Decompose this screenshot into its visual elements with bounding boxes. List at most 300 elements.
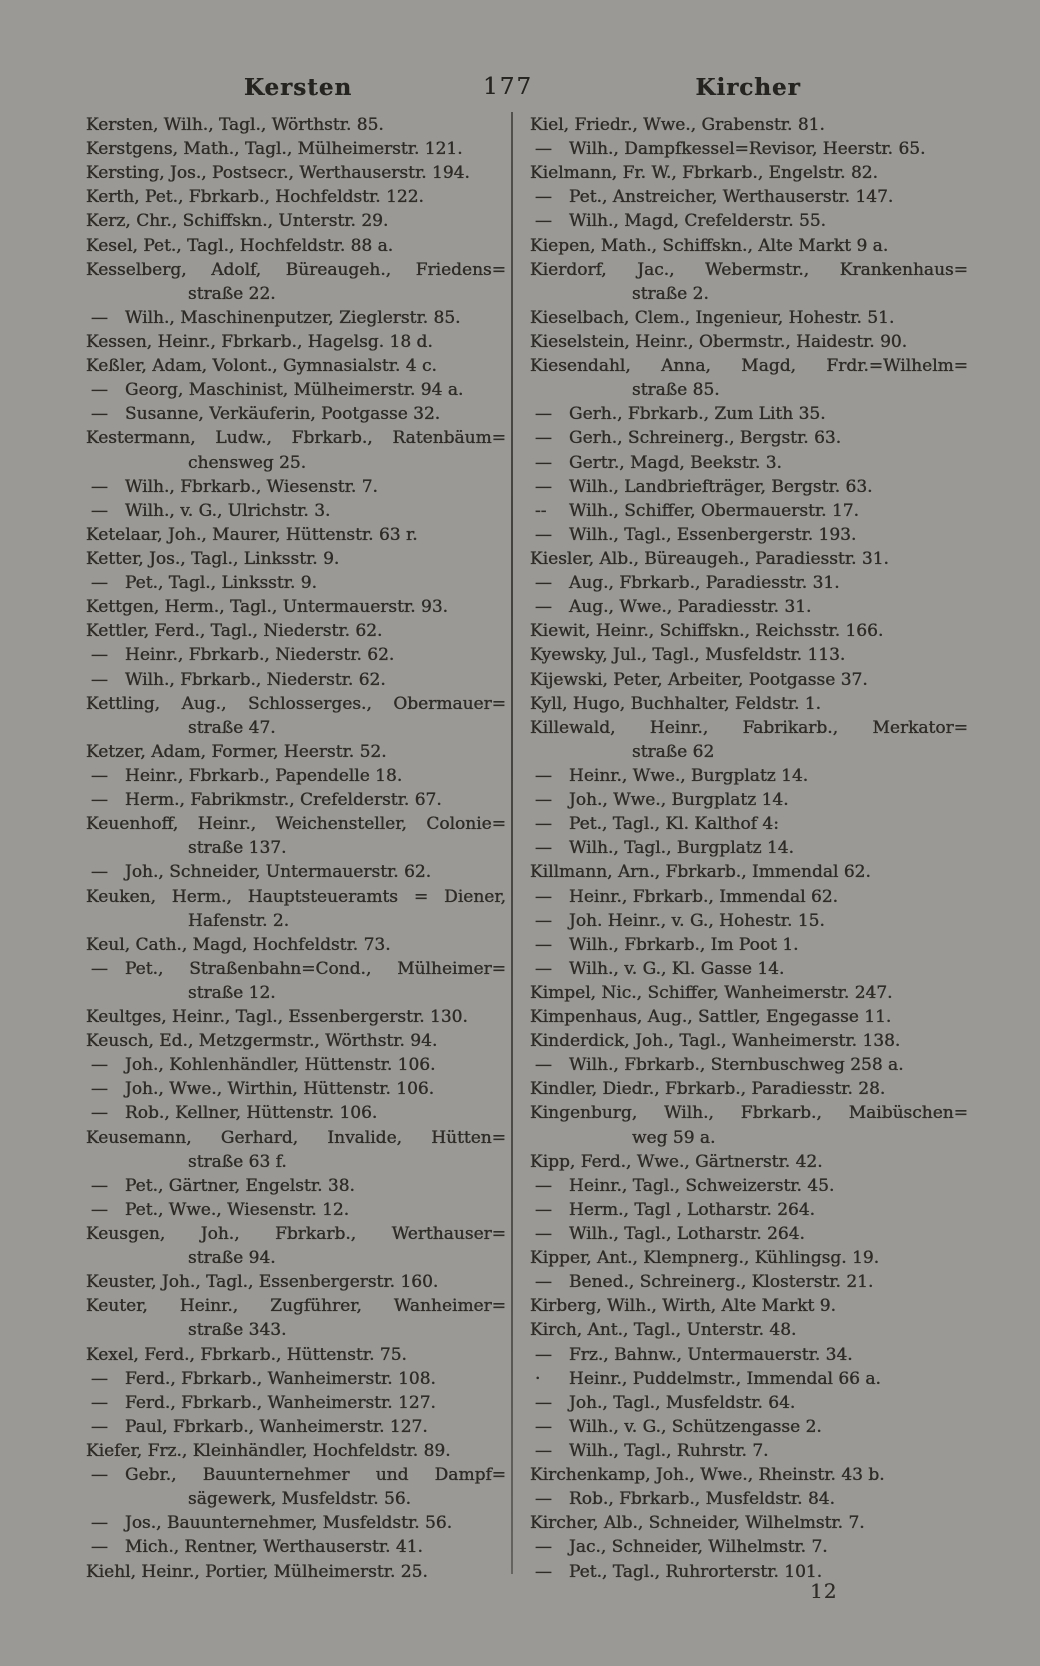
directory-line: [86, 1318, 506, 1342]
entry-text: Susanne, Verkäuferin, Pootgasse 32.: [125, 404, 441, 425]
entry-text: straße 12.: [188, 982, 276, 1003]
entry-text: Kexel, Ferd., Fbrkarb., Hüttenstr. 75.: [86, 1344, 407, 1365]
directory-line: [86, 668, 506, 692]
entry-text: Pet., Straßenbahn=Cond., Mülheimer=: [125, 958, 506, 979]
entry-text: Kipper, Ant., Klempnerg., Kühlingsg. 19.: [530, 1248, 880, 1269]
repeat-dash-mark: —: [535, 886, 552, 907]
entry-text: Wilh., Fbrkarb., Wiesenstr. 7.: [125, 476, 378, 497]
entry-text: Pet., Anstreicher, Werthauserstr. 147.: [569, 187, 894, 208]
directory-line: [530, 668, 968, 692]
repeat-dash-mark: —: [535, 139, 552, 160]
entry-text: Wilh., Tagl., Essenbergerstr. 193.: [569, 524, 857, 545]
directory-line: [530, 812, 968, 836]
entry-text: Kieselstein, Heinr., Obermstr., Haidestr. 90.: [530, 331, 908, 352]
repeat-dash-mark: —: [91, 1537, 108, 1558]
entry-text: Kesselberg, Adolf, Büreaugeh., Friedens=: [86, 259, 506, 280]
entry-text: sägewerk, Musfeldstr. 56.: [188, 1489, 412, 1510]
entry-text: Keultges, Heinr., Tagl., Essenbergerstr. 130.: [86, 1007, 468, 1028]
repeat-dash-mark: —: [535, 1489, 552, 1510]
entry-text: Joh., Wwe., Wirthin, Hüttenstr. 106.: [125, 1079, 435, 1100]
directory-line: [530, 619, 968, 643]
directory-line: [86, 643, 506, 667]
directory-line: [86, 1270, 506, 1294]
entry-text: Kingenburg, Wilh., Fbrkarb., Maibüschen=: [530, 1103, 968, 1124]
repeat-dash-mark: —: [91, 1055, 108, 1076]
directory-line: [530, 571, 968, 595]
repeat-dash-mark: —: [535, 910, 552, 931]
entry-text: straße 47.: [188, 717, 276, 738]
directory-line: [530, 1294, 968, 1318]
entry-text: Kessen, Heinr., Fbrkarb., Hagelsg. 18 d.: [86, 331, 433, 352]
entry-text: straße 22.: [188, 283, 276, 304]
directory-line: [86, 402, 506, 426]
repeat-dash-mark: —: [91, 476, 108, 497]
entry-text: Killmann, Arn., Fbrkarb., Immendal 62.: [530, 862, 871, 883]
entry-text: Kimpenhaus, Aug., Sattler, Engegasse 11.: [530, 1007, 892, 1028]
entry-text: Kerstgens, Math., Tagl., Mülheimerstr. 121.: [86, 139, 463, 160]
directory-line: [86, 475, 506, 499]
entry-text: Pet., Gärtner, Engelstr. 38.: [125, 1175, 355, 1196]
repeat-dash-mark: —: [91, 790, 108, 811]
repeat-dash-mark: —: [535, 814, 552, 835]
directory-line: [530, 716, 968, 740]
entry-text: Wilh., Fbrkarb., Im Poot 1.: [569, 934, 799, 955]
header-left-keyword: Kersten: [243, 74, 353, 101]
directory-line: [86, 306, 506, 330]
entry-text: Kiefer, Frz., Kleinhändler, Hochfeldstr. 89.: [86, 1441, 451, 1462]
repeat-dash-mark: —: [91, 669, 108, 690]
directory-line: [530, 1367, 968, 1391]
directory-line: [86, 885, 506, 909]
repeat-dash-mark: —: [91, 1416, 108, 1437]
directory-line: [86, 1053, 506, 1077]
directory-line: [530, 1029, 968, 1053]
repeat-dash-mark: —: [535, 838, 552, 859]
repeat-dash-mark: —: [535, 476, 552, 497]
directory-line: [86, 595, 506, 619]
entry-text: Kyll, Hugo, Buchhalter, Feldstr. 1.: [530, 693, 822, 714]
entry-text: Ketter, Jos., Tagl., Linksstr. 9.: [86, 548, 340, 569]
directory-line: [530, 836, 968, 860]
directory-line: [530, 860, 968, 884]
directory-line: [86, 547, 506, 571]
entry-text: weg 59 a.: [632, 1127, 716, 1148]
repeat-dash-mark: —: [91, 1465, 108, 1486]
directory-line: [86, 1005, 506, 1029]
entry-text: Frz., Bahnw., Untermauerstr. 34.: [569, 1344, 853, 1365]
entry-text: Rob., Fbrkarb., Musfeldstr. 84.: [569, 1489, 835, 1510]
directory-line: [530, 1198, 968, 1222]
entry-text: Rob., Kellner, Hüttenstr. 106.: [125, 1103, 378, 1124]
entry-text: Keusgen, Joh., Fbrkarb., Werthauser=: [86, 1224, 506, 1245]
page-header: [0, 74, 1040, 104]
entry-text: Gebr., Bauunternehmer und Dampf=: [125, 1465, 506, 1486]
entry-text: Wilh., Fbrkarb., Niederstr. 62.: [125, 669, 386, 690]
entry-text: Heinr., Fbrkarb., Immendal 62.: [569, 886, 839, 907]
directory-line: [86, 1560, 506, 1584]
repeat-dash-mark: —: [535, 1561, 552, 1582]
entry-text: Pet., Wwe., Wiesenstr. 12.: [125, 1199, 350, 1220]
directory-line: [86, 1511, 506, 1535]
entry-text: Wilh., v. G., Ulrichstr. 3.: [125, 500, 331, 521]
directory-line: [530, 1246, 968, 1270]
entry-text: Wilh., Dampfkessel=Revisor, Heerstr. 65.: [569, 139, 926, 160]
entry-text: Gerh., Fbrkarb., Zum Lith 35.: [569, 404, 826, 425]
directory-line: [530, 185, 968, 209]
entry-text: Kieselbach, Clem., Ingenieur, Hohestr. 51.: [530, 307, 895, 328]
directory-line: [86, 1439, 506, 1463]
entry-text: Kijewski, Peter, Arbeiter, Pootgasse 37.: [530, 669, 868, 690]
entry-text: Aug., Wwe., Paradiesstr. 31.: [569, 597, 812, 618]
directory-line: [530, 1487, 968, 1511]
entry-text: Joh., Wwe., Burgplatz 14.: [569, 790, 789, 811]
directory-line: [530, 1560, 968, 1584]
directory-line: [530, 1535, 968, 1559]
entry-text: Kinderdick, Joh., Tagl., Wanheimerstr. 138.: [530, 1031, 901, 1052]
directory-line: [86, 1126, 506, 1150]
directory-line: [86, 258, 506, 282]
directory-line: [530, 1415, 968, 1439]
entry-text: Wilh., Schiffer, Obermauerstr. 17.: [569, 500, 860, 521]
directory-line: [86, 571, 506, 595]
entry-text: Kettler, Ferd., Tagl., Niederstr. 62.: [86, 621, 383, 642]
directory-line: [86, 619, 506, 643]
repeat-dash-mark: —: [91, 500, 108, 521]
directory-line: [530, 1318, 968, 1342]
entry-text: straße 85.: [632, 380, 720, 401]
entry-text: chensweg 25.: [188, 452, 307, 473]
directory-line: [530, 1270, 968, 1294]
directory-line: [530, 137, 968, 161]
directory-line: [530, 1053, 968, 1077]
entry-text: Kersten, Wilh., Tagl., Wörthstr. 85.: [86, 115, 384, 135]
repeat-dash-mark: —: [535, 211, 552, 232]
directory-line: [530, 1101, 968, 1125]
repeat-dash-mark: —: [91, 1103, 108, 1124]
entry-text: Joh. Heinr., v. G., Hohestr. 15.: [569, 910, 825, 931]
entry-text: Wilh., Tagl., Ruhrstr. 7.: [569, 1441, 769, 1462]
column-divider-rule: [511, 112, 513, 1574]
directory-line: [86, 282, 506, 306]
directory-line: [86, 1029, 506, 1053]
directory-line: [86, 1487, 506, 1511]
directory-line: [530, 113, 968, 137]
entry-text: Keusemann, Gerhard, Invalide, Hütten=: [86, 1127, 506, 1148]
entry-text: Herm., Fabrikmstr., Crefelderstr. 67.: [125, 790, 442, 811]
directory-line: [530, 354, 968, 378]
directory-line: [530, 378, 968, 402]
directory-line: [86, 1174, 506, 1198]
directory-line: [530, 740, 968, 764]
repeat-dash-mark: —: [91, 573, 108, 594]
entry-text: Keuster, Joh., Tagl., Essenbergerstr. 160.: [86, 1272, 439, 1293]
directory-line: [530, 1463, 968, 1487]
directory-line: [86, 1463, 506, 1487]
directory-line: [530, 402, 968, 426]
entry-text: Bened., Schreinerg., Klosterstr. 21.: [569, 1272, 874, 1293]
repeat-dash-mark: —: [91, 765, 108, 786]
directory-line: [530, 909, 968, 933]
entry-text: Pet., Tagl., Linksstr. 9.: [125, 573, 318, 594]
directory-line: [86, 330, 506, 354]
repeat-dash-mark: —: [91, 862, 108, 883]
directory-line: [530, 957, 968, 981]
directory-line: [530, 451, 968, 475]
directory-line: [86, 1198, 506, 1222]
directory-line: [86, 1294, 506, 1318]
directory-line: [86, 860, 506, 884]
directory-line: [86, 788, 506, 812]
entry-text: Kiepen, Math., Schiffskn., Alte Markt 9 a.: [530, 235, 889, 256]
entry-text: Jac., Schneider, Wilhelmstr. 7.: [569, 1537, 828, 1558]
repeat-dash-mark: —: [535, 1441, 552, 1462]
directory-line: [530, 499, 968, 523]
repeat-dash-mark: —: [535, 790, 552, 811]
entry-text: Kirberg, Wilh., Wirth, Alte Markt 9.: [530, 1296, 836, 1317]
header-right-keyword: Kircher: [695, 74, 801, 101]
directory-line: [530, 764, 968, 788]
entry-text: Kestermann, Ludw., Fbrkarb., Ratenbäum=: [86, 428, 506, 449]
repeat-dash-mark: —: [91, 1079, 108, 1100]
directory-line: [530, 1077, 968, 1101]
entry-text: Kiehl, Heinr., Portier, Mülheimerstr. 25.: [86, 1561, 428, 1582]
entry-text: straße 63 f.: [188, 1151, 287, 1172]
directory-line: [530, 234, 968, 258]
directory-line: [86, 716, 506, 740]
entry-text: Joh., Kohlenhändler, Hüttenstr. 106.: [125, 1055, 436, 1076]
entry-text: Kersting, Jos., Postsecr., Werthauserstr. 194.: [86, 163, 470, 184]
entry-text: Pet., Tagl., Ruhrorterstr. 101.: [569, 1561, 823, 1582]
directory-line: [530, 547, 968, 571]
entry-text: Kircher, Alb., Schneider, Wilhelmstr. 7.: [530, 1513, 865, 1534]
entry-text: Ketelaar, Joh., Maurer, Hüttenstr. 63 r.: [86, 524, 418, 545]
entry-text: Heinr., Puddelmstr., Immendal 66 a.: [569, 1368, 881, 1389]
entry-text: Ketzer, Adam, Former, Heerstr. 52.: [86, 741, 387, 762]
entry-text: Heinr., Wwe., Burgplatz 14.: [569, 765, 809, 786]
repeat-dash-mark: —: [91, 1199, 108, 1220]
entry-text: Kipp, Ferd., Wwe., Gärtnerstr. 42.: [530, 1151, 823, 1172]
repeat-dash-mark: —: [535, 1175, 552, 1196]
entry-text: Keuter, Heinr., Zugführer, Wanheimer=: [86, 1296, 506, 1317]
entry-text: Kindler, Diedr., Fbrkarb., Paradiesstr. 28.: [530, 1079, 886, 1100]
entry-text: straße 62: [632, 741, 715, 762]
directory-line: [86, 692, 506, 716]
directory-line: [86, 234, 506, 258]
signature-mark: 12: [810, 1579, 838, 1603]
entry-text: Mich., Rentner, Werthauserstr. 41.: [125, 1537, 423, 1558]
repeat-dash-mark: —: [535, 1199, 552, 1220]
directory-line: [530, 1126, 968, 1150]
repeat-dash-mark: —: [535, 1392, 552, 1413]
directory-line: [86, 1222, 506, 1246]
entry-text: Ferd., Fbrkarb., Wanheimerstr. 108.: [125, 1368, 436, 1389]
directory-line: [530, 1511, 968, 1535]
entry-text: Wilh., Magd, Crefelderstr. 55.: [569, 211, 827, 232]
repeat-dash-mark: —: [535, 1055, 552, 1076]
directory-line: [86, 1150, 506, 1174]
directory-line: [86, 1077, 506, 1101]
repeat-dash-mark: —: [535, 958, 552, 979]
entry-text: Kierdorf, Jac., Webermstr., Krankenhaus=: [530, 259, 968, 280]
entry-text: Gertr., Magd, Beekstr. 3.: [569, 452, 782, 473]
entry-text: Keßler, Adam, Volont., Gymnasialstr. 4 c.: [86, 356, 437, 377]
entry-text: Kielmann, Fr. W., Fbrkarb., Engelstr. 82.: [530, 163, 879, 184]
repeat-dash-mark: —: [535, 597, 552, 618]
entry-text: Hafenstr. 2.: [188, 910, 290, 931]
directory-line: [86, 740, 506, 764]
repeat-dash-mark: —: [535, 452, 552, 473]
repeat-dash-mark: —: [91, 1392, 108, 1413]
repeat-dash-mark: —: [91, 958, 108, 979]
directory-line: [530, 643, 968, 667]
entry-text: Kettling, Aug., Schlosserges., Obermauer=: [86, 693, 506, 714]
repeat-dash-mark: —: [535, 934, 552, 955]
repeat-dash-mark: —: [535, 1344, 552, 1365]
directory-line: [86, 378, 506, 402]
directory-line: [530, 209, 968, 233]
repeat-dash-mark: —: [535, 428, 552, 449]
repeat-dash-mark: ·: [535, 1368, 541, 1389]
directory-line: [530, 1391, 968, 1415]
entry-text: Aug., Fbrkarb., Paradiesstr. 31.: [569, 573, 840, 594]
repeat-dash-mark: —: [91, 1513, 108, 1534]
entry-text: Herm., Tagl , Lotharstr. 264.: [569, 1199, 816, 1220]
directory-line: [86, 209, 506, 233]
entry-text: Keuken, Herm., Hauptsteueramts = Diener,: [86, 886, 506, 907]
directory-line: [86, 1415, 506, 1439]
directory-line: [86, 957, 506, 981]
repeat-dash-mark: —: [91, 404, 108, 425]
directory-line: [86, 499, 506, 523]
repeat-dash-mark: —: [91, 645, 108, 666]
repeat-dash-mark: —: [91, 380, 108, 401]
directory-line: [530, 788, 968, 812]
directory-column-right: [530, 113, 968, 1584]
directory-line: [86, 909, 506, 933]
entry-text: Wilh., Fbrkarb., Sternbuschweg 258 a.: [569, 1055, 904, 1076]
entry-text: Wilh., v. G., Schützengasse 2.: [569, 1416, 822, 1437]
repeat-dash-mark: —: [535, 1272, 552, 1293]
directory-line: [530, 981, 968, 1005]
repeat-dash-mark: —: [535, 765, 552, 786]
directory-line: [530, 595, 968, 619]
entry-text: Keul, Cath., Magd, Hochfeldstr. 73.: [86, 934, 391, 955]
repeat-dash-mark: —: [91, 307, 108, 328]
directory-line: [530, 282, 968, 306]
directory-line: [86, 836, 506, 860]
repeat-dash-mark: —: [535, 1224, 552, 1245]
directory-line: [86, 113, 506, 137]
entry-text: Keuenhoff, Heinr., Weichensteller, Colonie=: [86, 814, 506, 835]
repeat-dash-mark: —: [535, 404, 552, 425]
entry-text: Gerh., Schreinerg., Bergstr. 63.: [569, 428, 842, 449]
directory-line: [530, 885, 968, 909]
directory-line: [530, 330, 968, 354]
page-number: 177: [483, 74, 533, 100]
repeat-dash-mark: —: [91, 1175, 108, 1196]
entry-text: Wilh., Tagl., Burgplatz 14.: [569, 838, 795, 859]
entry-text: Heinr., Fbrkarb., Niederstr. 62.: [125, 645, 395, 666]
entry-text: Kyewsky, Jul., Tagl., Musfeldstr. 113.: [530, 645, 846, 666]
directory-line: [530, 1005, 968, 1029]
directory-line: [86, 1535, 506, 1559]
entry-text: straße 137.: [188, 838, 287, 859]
directory-line: [530, 1439, 968, 1463]
entry-text: Georg, Maschinist, Mülheimerstr. 94 a.: [125, 380, 464, 401]
directory-line: [530, 306, 968, 330]
entry-text: Kirch, Ant., Tagl., Unterstr. 48.: [530, 1320, 797, 1341]
entry-text: Kirchenkamp, Joh., Wwe., Rheinstr. 43 b.: [530, 1465, 885, 1486]
directory-line: [530, 258, 968, 282]
directory-line: [86, 354, 506, 378]
directory-line: [86, 764, 506, 788]
directory-line: [530, 1343, 968, 1367]
repeat-dash-mark: —: [535, 1416, 552, 1437]
directory-line: [530, 933, 968, 957]
directory-line: [86, 1343, 506, 1367]
entry-text: Joh., Tagl., Musfeldstr. 64.: [569, 1392, 796, 1413]
repeat-dash-mark: —: [535, 1537, 552, 1558]
entry-text: Wilh., Landbriefträger, Bergstr. 63.: [569, 476, 873, 497]
directory-column-left: [86, 113, 506, 1584]
directory-line: [86, 1391, 506, 1415]
directory-line: [86, 812, 506, 836]
directory-line: [86, 1246, 506, 1270]
repeat-dash-mark: —: [535, 187, 552, 208]
entry-text: Kerth, Pet., Fbrkarb., Hochfeldstr. 122.: [86, 187, 424, 208]
directory-line: [86, 137, 506, 161]
entry-text: Heinr., Fbrkarb., Papendelle 18.: [125, 765, 403, 786]
entry-text: Kiel, Friedr., Wwe., Grabenstr. 81.: [530, 115, 825, 135]
entry-text: Wilh., v. G., Kl. Gasse 14.: [569, 958, 785, 979]
directory-line: [86, 1367, 506, 1391]
directory-line: [86, 523, 506, 547]
repeat-dash-mark: --: [535, 500, 547, 521]
entry-text: Kesel, Pet., Tagl., Hochfeldstr. 88 a.: [86, 235, 394, 256]
entry-text: Ferd., Fbrkarb., Wanheimerstr. 127.: [125, 1392, 436, 1413]
entry-text: straße 343.: [188, 1320, 287, 1341]
entry-text: Jos., Bauunternehmer, Musfeldstr. 56.: [125, 1513, 453, 1534]
entry-text: Kettgen, Herm., Tagl., Untermauerstr. 93.: [86, 597, 449, 618]
entry-text: Kiewit, Heinr., Schiffskn., Reichsstr. 166.: [530, 621, 884, 642]
entry-text: Killewald, Heinr., Fabrikarb., Merkator=: [530, 717, 968, 738]
directory-line: [86, 161, 506, 185]
directory-line: [86, 451, 506, 475]
entry-text: straße 94.: [188, 1248, 276, 1269]
entry-text: Heinr., Tagl., Schweizerstr. 45.: [569, 1175, 835, 1196]
directory-line: [86, 981, 506, 1005]
directory-line: [530, 692, 968, 716]
repeat-dash-mark: —: [91, 1368, 108, 1389]
directory-line: [86, 1101, 506, 1125]
entry-text: Pet., Tagl., Kl. Kalthof 4:: [569, 814, 779, 835]
directory-line: [530, 523, 968, 547]
entry-text: Joh., Schneider, Untermauerstr. 62.: [125, 862, 432, 883]
directory-line: [530, 1222, 968, 1246]
directory-line: [530, 475, 968, 499]
entry-text: Paul, Fbrkarb., Wanheimerstr. 127.: [125, 1416, 428, 1437]
entry-text: straße 2.: [632, 283, 709, 304]
entry-text: Wilh., Tagl., Lotharstr. 264.: [569, 1224, 805, 1245]
entry-text: Keusch, Ed., Metzgermstr., Wörthstr. 94.: [86, 1031, 438, 1052]
repeat-dash-mark: —: [535, 524, 552, 545]
directory-line: [530, 1174, 968, 1198]
directory-line: [86, 426, 506, 450]
entry-text: Kerz, Chr., Schiffskn., Unterstr. 29.: [86, 211, 389, 232]
directory-line: [530, 161, 968, 185]
entry-text: Kimpel, Nic., Schiffer, Wanheimerstr. 247.: [530, 982, 893, 1003]
directory-line: [86, 185, 506, 209]
